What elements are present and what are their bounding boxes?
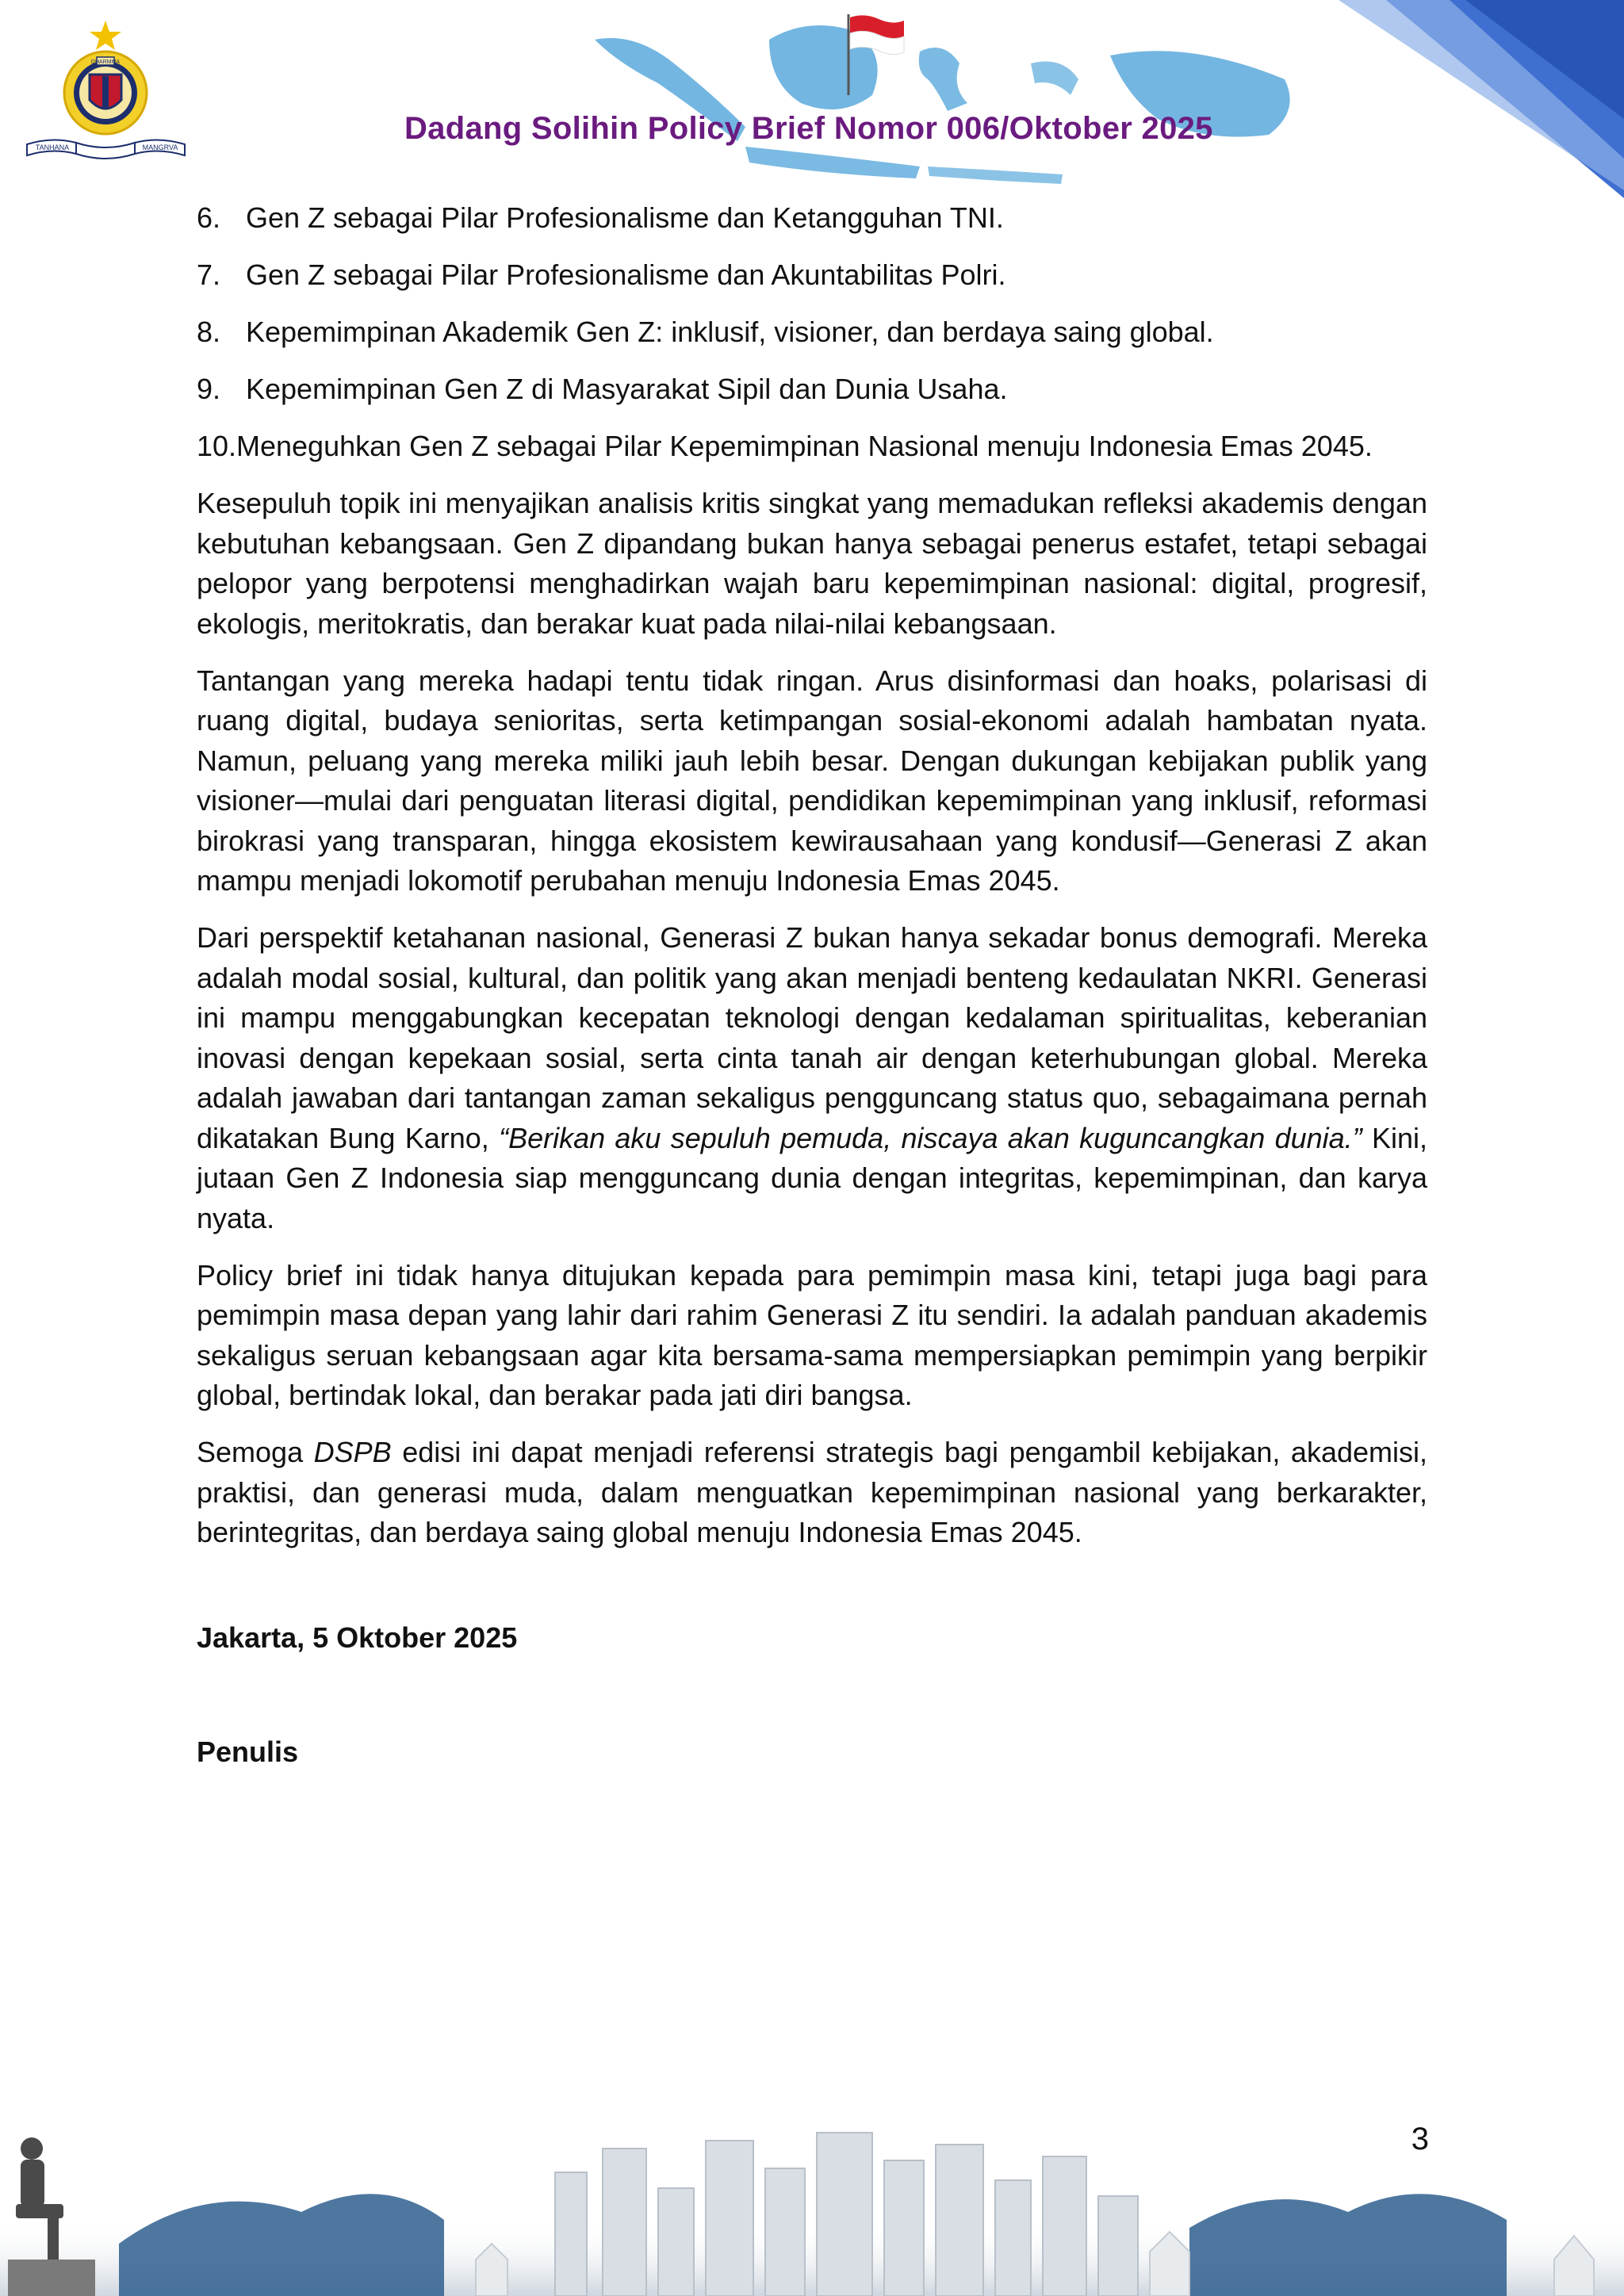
paragraph-4: Policy brief ini tidak hanya ditujukan kepada para pemimpin masa kini, tetapi juga bagi para pemimpin masa depan yang lahir dari rahim Generasi Z itu sendiri. Ia adalah panduan akademis sekaligus seruan kebangsaan agar kita bersama-sama mempersiapkan pemimpin yang berpikir global, bertindak lokal, dan berakar pada jati diri bangsa. [197,1258,1427,1411]
svg-text:DHARMMA: DHARMMA [90,59,121,65]
dspb-abbreviation: DSPB [313,1436,392,1468]
list-item [197,427,1427,467]
list-text: Meneguhkan Gen Z sebagai Pilar Kepemimpinan Nasional menuju Indonesia Emas 2045. [236,430,1373,462]
list-text: Kepemimpinan Gen Z di Masyarakat Sipil dan Dunia Usaha. [246,373,1008,405]
corner-decoration [1291,0,1624,206]
emblem-logo [21,17,191,168]
list-number: 10. [197,430,237,462]
list-text: Gen Z sebagai Pilar Profesionalisme dan Akuntabilitas Polri. [246,258,1006,291]
paragraph-3 [197,918,1427,1238]
place-date: Jakarta, 5 Oktober 2025 [197,1621,518,1654]
list-number: 8. [197,316,221,348]
topic-list [197,198,1427,467]
list-item [197,198,1427,239]
paragraph-2: Tantangan yang mereka hadapi tentu tidak ringan. Arus disinformasi dan hoaks, polarisasi di ruang digital, budaya senioritas, serta ketimpangan sosial-ekonomi adalah hambatan nyata. Namun, peluang yang mereka miliki jauh lebih besar. Dengan dukungan kebijakan publik yang visioner—mulai dari penguatan literasi digital, pendidikan kepemimpinan yang inklusif, reformasi birokrasi yang transparan, hingga ekosistem kewirausahaan yang kondusif—Generasi Z akan mampu menjadi lokomotif perubahan menuju Indonesia Emas 2045. [197,664,1427,897]
indonesia-map-graphic [587,8,1324,198]
list-item [197,369,1427,410]
author-label: Penulis [197,1735,299,1768]
footer-skyline-graphic [0,2125,1624,2296]
paragraph-5 [197,1433,1427,1553]
svg-text:TANHANA: TANHANA [35,144,70,151]
list-number: 6. [197,201,221,234]
list-text: Kepemimpinan Akademik Gen Z: inklusif, visioner, dan berdaya saing global. [246,316,1214,348]
list-item [197,312,1427,353]
paragraph-3-text: Dari perspektif ketahanan nasional, Generasi Z bukan hanya sekadar bonus demografi. Mereka adalah modal sosial, kultural, dan politik yang akan menjadi benteng kedaulatan NKRI. Generasi ini mampu menggabungkan kecepatan teknologi dengan kedalaman spiritualitas, keberanian inovasi dengan kepekaan sosial, serta cinta tanah air dengan keterhubungan global. Mereka adalah jawaban dari tantangan zaman sekaligus pengguncang status quo, sebagaimana pernah dikatakan Bung Karno, [197,921,1427,1154]
list-item [197,255,1427,296]
document-body [197,198,1427,1773]
bung-karno-quote: “Berikan aku sepuluh pemuda, niscaya akan kuguncangkan dunia.” [499,1121,1362,1154]
paragraph-1: Kesepuluh topik ini menyajikan analisis kritis singkat yang memadukan refleksi akademis dengan kebutuhan kebangsaan. Gen Z dipandang bukan hanya sebagai penerus estafet, tetapi sebagai pelopor yang berpotensi menghadirkan wajah baru kepemimpinan nasional: digital, progresif, ekologis, meritokratis, dan berakar kuat pada nilai-nilai kebangsaan. [197,487,1427,640]
svg-text:MANGRVA: MANGRVA [142,144,178,151]
seated-figure-icon [8,2137,95,2296]
paragraph-5-text: Semoga [197,1436,314,1468]
list-number: 9. [197,373,221,405]
page-number: 3 [1411,2122,1429,2156]
paragraph-5-text-end: edisi ini dapat menjadi referensi strategis bagi pengambil kebijakan, akademisi, praktisi, dan generasi muda, dalam menguatkan kepemimpinan nasional yang berkarakter, berintegritas, dan berdaya saing global menuju Indonesia Emas 2045. [197,1436,1427,1548]
brief-title: Dadang Solihin Policy Brief Nomor 006/Oktober 2025 [404,111,1213,146]
list-text: Gen Z sebagai Pilar Profesionalisme dan Ketangguhan TNI. [246,201,1004,234]
list-number: 7. [197,258,221,291]
star-icon [90,21,121,50]
paragraph-3-text-end: Kini, jutaan Gen Z Indonesia siap mengguncang dunia dengan integritas, kepemimpinan, dan karya nyata. [197,1121,1427,1234]
